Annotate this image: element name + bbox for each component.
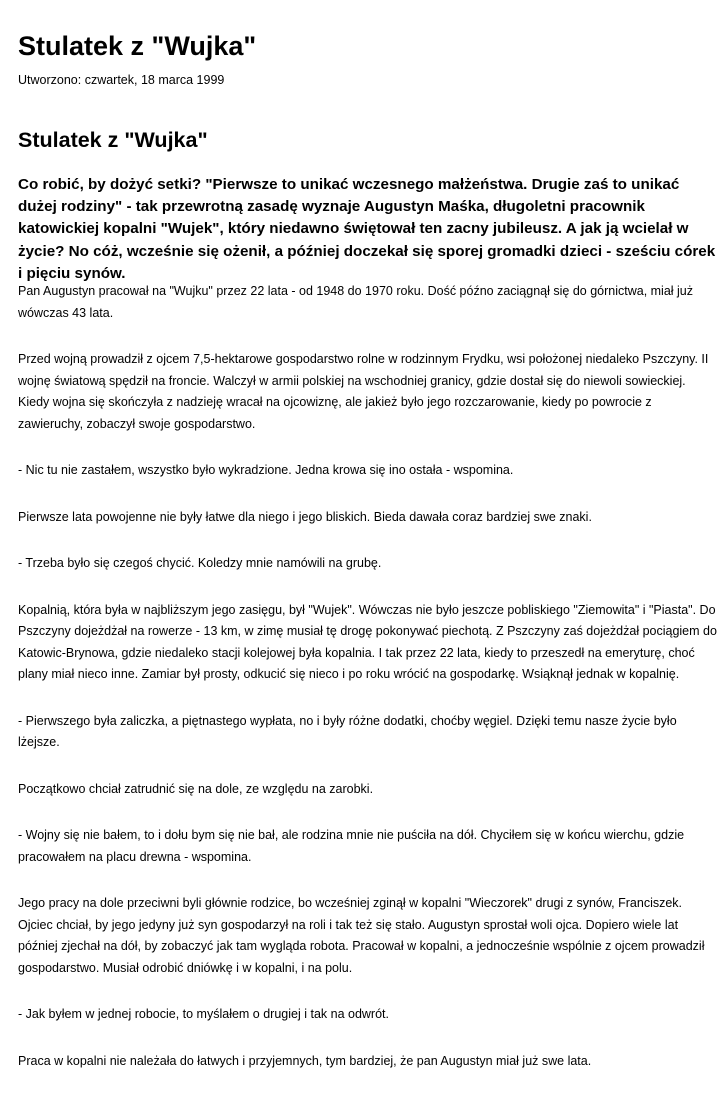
- article-paragraph: Kopalnią, która była w najbliższym jego zasięgu, był "Wujek". Wówczas nie było jeszcze pobliskiego "Ziemowita" i "Piasta". Do Pszczyny dojeżdżał na rowerze - 13 km, w zimę musiał tę drogę pokonywać piechotą. Z Pszczyny zaś dojeżdżał pociągiem do Katowic-Brynowa, gdzie niedaleko stacji kolejowej była kopalnia. I tak przez 22 lata, kiedy to przeszedł na emeryturę, choć plany miał nieco inne. Zamiar był prosty, odkucić się nieco i po roku wrócić na gospodarkę. Wsiąknął jednak w kopalnię.: [18, 602, 717, 681]
- article-paragraph: - Trzeba było się czegoś chycić. Koledzy mnie namówili na grubę.: [18, 556, 382, 570]
- article-paragraph: - Nic tu nie zastałem, wszystko było wykradzione. Jedna krowa się ino ostała - wspomina.: [18, 463, 514, 477]
- article-paragraph: - Pierwszego była zaliczka, a piętnastego wypłata, no i były różne dodatki, choćby węgiel. Dzięki temu nasze życie było lżejsze.: [18, 713, 677, 749]
- created-date: Utworzono: czwartek, 18 marca 1999: [18, 73, 225, 87]
- article-paragraph: Praca w kopalni nie należała do łatwych i przyjemnych, tym bardziej, że pan Augustyn miał już swe lata.: [18, 1053, 592, 1068]
- article-title: Stulatek z "Wujka": [18, 128, 208, 152]
- article-paragraph: Początkowo chciał zatrudnić się na dole, ze względu na zarobki.: [18, 781, 374, 796]
- article-paragraph: Przed wojną prowadził z ojcem 7,5-hektarowe gospodarstwo rolne w rodzinnym Frydku, wsi położonej niedaleko Pszczyny. II wojnę światową spędził na froncie. Walczył w armii polskiej na wschodniej granicy, gdzie dostał się do niewoli sowieckiej. Kiedy wojna się skończyła z nadzieję wracał na ojcowiznę, ale jakież było jego rozczarowanie, kiedy po powrocie z zawieruchy, zobaczył swoje gospodarstwo.: [18, 352, 709, 431]
- article-paragraph: Jego pracy na dole przeciwni byli głównie rodzice, bo wcześniej zginął w kopalni "Wieczorek" drugi z synów, Franciszek. Ojciec chciał, by jego jedyny już syn gospodarzył na roli i tak też się stało. Augustyn sprostał woli ojca. Dopiero wiele lat później zjechał na dół, by zobaczyć jak tam wygląda robota. Pracował w kopalni, a jednocześnie wspólnie z ojcem prowadził gospodarstwo. Musiał odrobić dniówkę i w kopalni, i na polu.: [18, 896, 705, 975]
- article-paragraph: Pan Augustyn pracował na "Wujku" przez 22 lata - od 1948 do 1970 roku. Dość późno zaciągnął się do górnictwa, miał już wówczas 43 lata.: [18, 284, 694, 320]
- article-paragraph: - Wojny się nie bałem, to i dołu bym się nie bał, ale rodzina mnie nie puściła na dół. Chyciłem się w końcu wierchu, gdzie pracowałem na placu drewna - wspomina.: [18, 828, 685, 864]
- document-title: Stulatek z "Wujka": [18, 31, 257, 61]
- article-paragraph: Pierwsze lata powojenne nie były łatwe dla niego i jego bliskich. Bieda dawała coraz bardziej swe znaki.: [18, 509, 592, 524]
- article-body: [18, 281, 718, 1097]
- article-lead: Co robić, by dożyć setki? "Pierwsze to unikać wczesnego małżeństwa. Drugie zaś to unikać dużej rodziny" - tak przewrotną zasadę wyznaje Augustyn Maśka, długoletni pracownik katowickiej kopalni "Wujek", który niedawno świętował ten zacny jubileusz. A jak ją wcielał w życie? No cóż, wcześnie się ożenił, a później doczekał się sporej gromadki dzieci - sześciu córek i pięciu synów.: [18, 176, 716, 282]
- article-paragraph: - Jak byłem w jednej robocie, to myślałem o drugiej i tak na odwrót.: [18, 1007, 389, 1021]
